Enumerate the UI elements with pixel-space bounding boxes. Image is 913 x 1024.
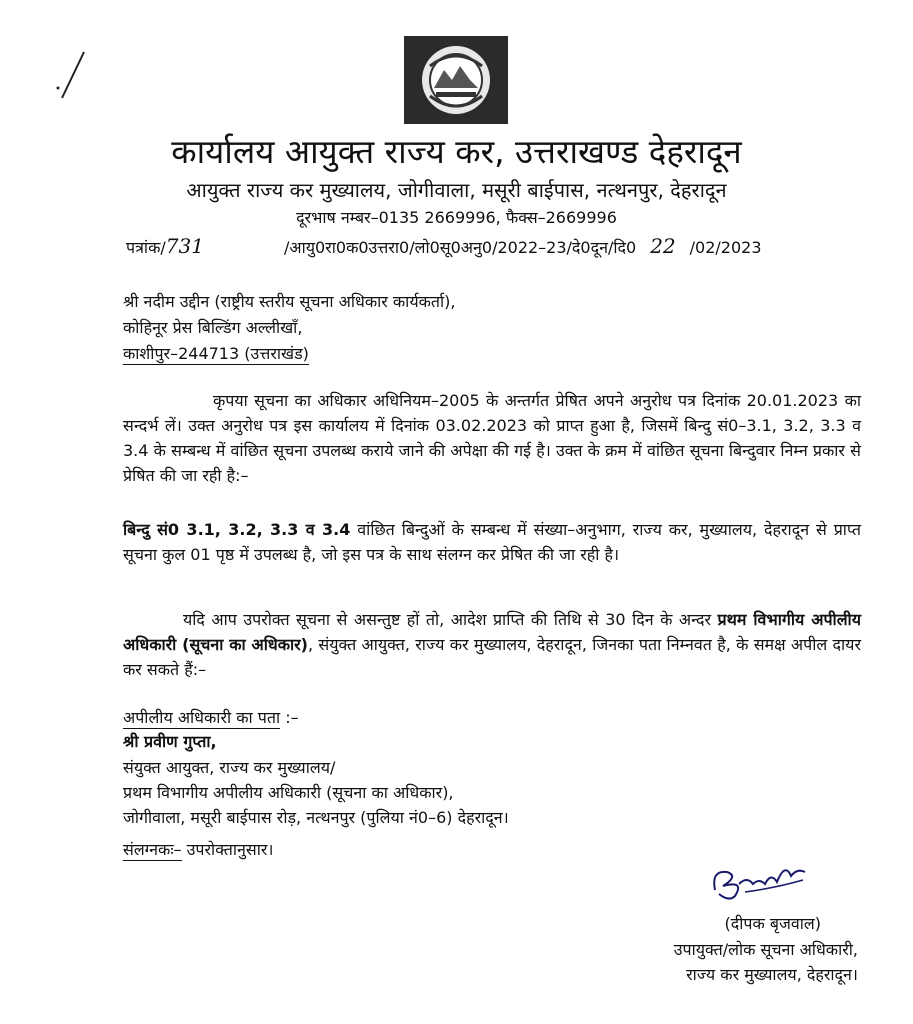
handwritten-letter-number: 731 (165, 234, 204, 258)
recipient-line-3: काशीपुर–244713 (उत्तराखंड) (123, 344, 309, 363)
appellate-line-1: संयुक्त आयुक्त, राज्य कर मुख्यालय/ (123, 758, 336, 777)
appellate-heading: अपीलीय अधिकारी का पता :– (123, 708, 299, 727)
recipient-line-2: कोहिनूर प्रेस बिल्डिंग अल्लीखाँ, (123, 318, 303, 337)
enclosure: संलग्नकः– उपरोक्तानुसार। (123, 840, 274, 859)
signatory-name: (दीपक बृजवाल) (724, 914, 821, 933)
paragraph-3: यदि आप उपरोक्त सूचना से असन्तुष्ट हों तो, आदेश प्राप्ति की तिथि से 30 दिन के अन्दर प्रथम विभागीय अपीलीय अधिकारी (सूचना का अधिकार), संयुक्त आयुक्त, राज्य कर मुख्यालय, देहरादून, जिनका पता निम्नवत है, के समक्ष अपील दायर कर सकते हैं:– (123, 610, 861, 679)
department-logo (404, 36, 508, 124)
appellate-line-2: प्रथम विभागीय अपीलीय अधिकारी (सूचना का अधिकार), (123, 783, 454, 802)
office-address: आयुक्त राज्य कर मुख्यालय, जोगीवाला, मसूरी बाईपास, नत्थनपुर, देहरादून (186, 178, 727, 202)
office-title: कार्यालय आयुक्त राज्य कर, उत्तराखण्ड देहरादून (171, 132, 742, 171)
appellate-name: श्री प्रवीण गुप्ता, (123, 732, 217, 751)
signature-image (705, 850, 815, 910)
office-phone: दूरभाष नम्बर–0135 2669996, फैक्स–2669996 (296, 208, 617, 227)
paragraph-1: कृपया सूचना का अधिकार अधिनियम–2005 के अन्तर्गत प्रेषित अपने अनुरोध पत्र दिनांक 20.01.2023 का सन्दर्भ लें। उक्त अनुरोध पत्र इस कार्यालय में दिनांक 03.02.2023 को प्राप्त हुआ है, जिसमें बिन्दु सं0–3.1, 3.2, 3.3 व 3.4 के सम्बन्ध में वांछित सूचना उपलब्ध कराये जाने की अपेक्षा की गई है। उक्त के क्रम में वांछित सूचना बिन्दुवार निम्न प्रकार से प्रेषित की जा रही है:– (123, 391, 861, 485)
pen-mark (50, 48, 90, 108)
reference-code: /आयु0रा0क0उत्तरा0/लो0सू0अनु0/2022–23/दे0दून/दि0 22 /02/2023 (284, 234, 762, 258)
signatory-office: राज्य कर मुख्यालय, देहरादून। (686, 965, 858, 984)
handwritten-day: 22 (650, 234, 676, 258)
recipient-line-1: श्री नदीम उद्दीन (राष्ट्रीय स्तरीय सूचना अधिकार कार्यकर्ता), (123, 292, 456, 311)
paragraph-2: बिन्दु सं0 3.1, 3.2, 3.3 व 3.4 वांछित बिन्दुओं के सम्बन्ध में संख्या–अनुभाग, राज्य कर, मुख्यालय, देहरादून से प्राप्त सूचना कुल 01 पृष्ठ में उपलब्ध है, जो इस पत्र के साथ संलग्न कर प्रेषित की जा रही है। (123, 520, 861, 564)
appellate-line-3: जोगीवाला, मसूरी बाईपास रोड़, नत्थनपुर (पुलिया नं0–6) देहरादून। (123, 808, 509, 827)
reference-number: पत्रांक/731 (126, 234, 204, 258)
signatory-designation: उपायुक्त/लोक सूचना अधिकारी, (673, 940, 858, 959)
